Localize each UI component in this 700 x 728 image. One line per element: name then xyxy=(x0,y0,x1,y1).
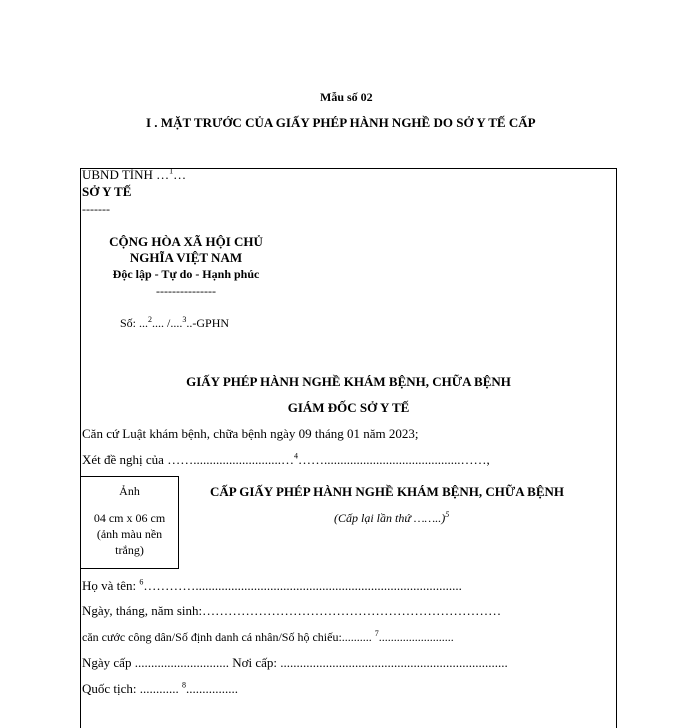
license-title: GIẤY PHÉP HÀNH NGHỀ KHÁM BỆNH, CHỮA BỆNH xyxy=(186,374,511,389)
grant-title: CẤP GIẤY PHÉP HÀNH NGHỀ KHÁM BỆNH, CHỮA BỆNH xyxy=(210,484,565,499)
province-line: UBND TỈNH …$^1$… xyxy=(82,166,187,182)
reissue-line: (Cấp lại lần thứ ……..)$^5$ xyxy=(334,510,450,525)
department-name: SỞ Y TẾ xyxy=(82,184,132,199)
proposal-line: Xét đề nghị của ……...........................…$^4$……..........................................……, xyxy=(82,451,490,467)
motto-line-3: Độc lập - Tự do - Hạnh phúc xyxy=(112,267,260,281)
section-title: I . MẶT TRƯỚC CỦA GIẤY PHÉP HÀNH NGHỀ DO SỞ Y TẾ CẤP xyxy=(146,115,536,130)
form-number: Mẫu số 02 xyxy=(320,90,373,104)
photo-note-2: trắng) xyxy=(115,543,144,557)
document-number: Số: ...$^2$.... /....$^3$..-GPHN xyxy=(120,315,230,330)
photo-label: Ảnh xyxy=(119,484,140,498)
motto-line-2: NGHĨA VIỆT NAM xyxy=(129,250,243,265)
department-separator: ------- xyxy=(82,202,110,216)
law-basis: Căn cứ Luật khám bệnh, chữa bệnh ngày 09 tháng 01 năm 2023; xyxy=(82,426,419,441)
director-title: GIÁM ĐỐC SỞ Y TẾ xyxy=(287,400,410,415)
name-field: Họ và tên: $^6$………….................................................................................. xyxy=(82,577,462,593)
motto-line-1: CỘNG HÒA XÃ HỘI CHỦ xyxy=(109,234,263,249)
motto-separator: --------------- xyxy=(156,284,216,298)
photo-note-1: (ảnh màu nền xyxy=(96,527,163,541)
issue-date-field: Ngày cấp ............................. Nơi cấp: ...................................................................... xyxy=(82,655,508,670)
photo-size: 04 cm x 06 cm xyxy=(93,511,166,525)
nationality-field: Quốc tịch: ............ $^8$................ xyxy=(82,680,239,696)
dob-field: Ngày, tháng, năm sinh:…………………………………………………………… xyxy=(82,603,502,618)
id-field: căn cước công dân/Số định danh cá nhân/Số hộ chiếu:.......... $^7$......................... xyxy=(82,629,454,644)
